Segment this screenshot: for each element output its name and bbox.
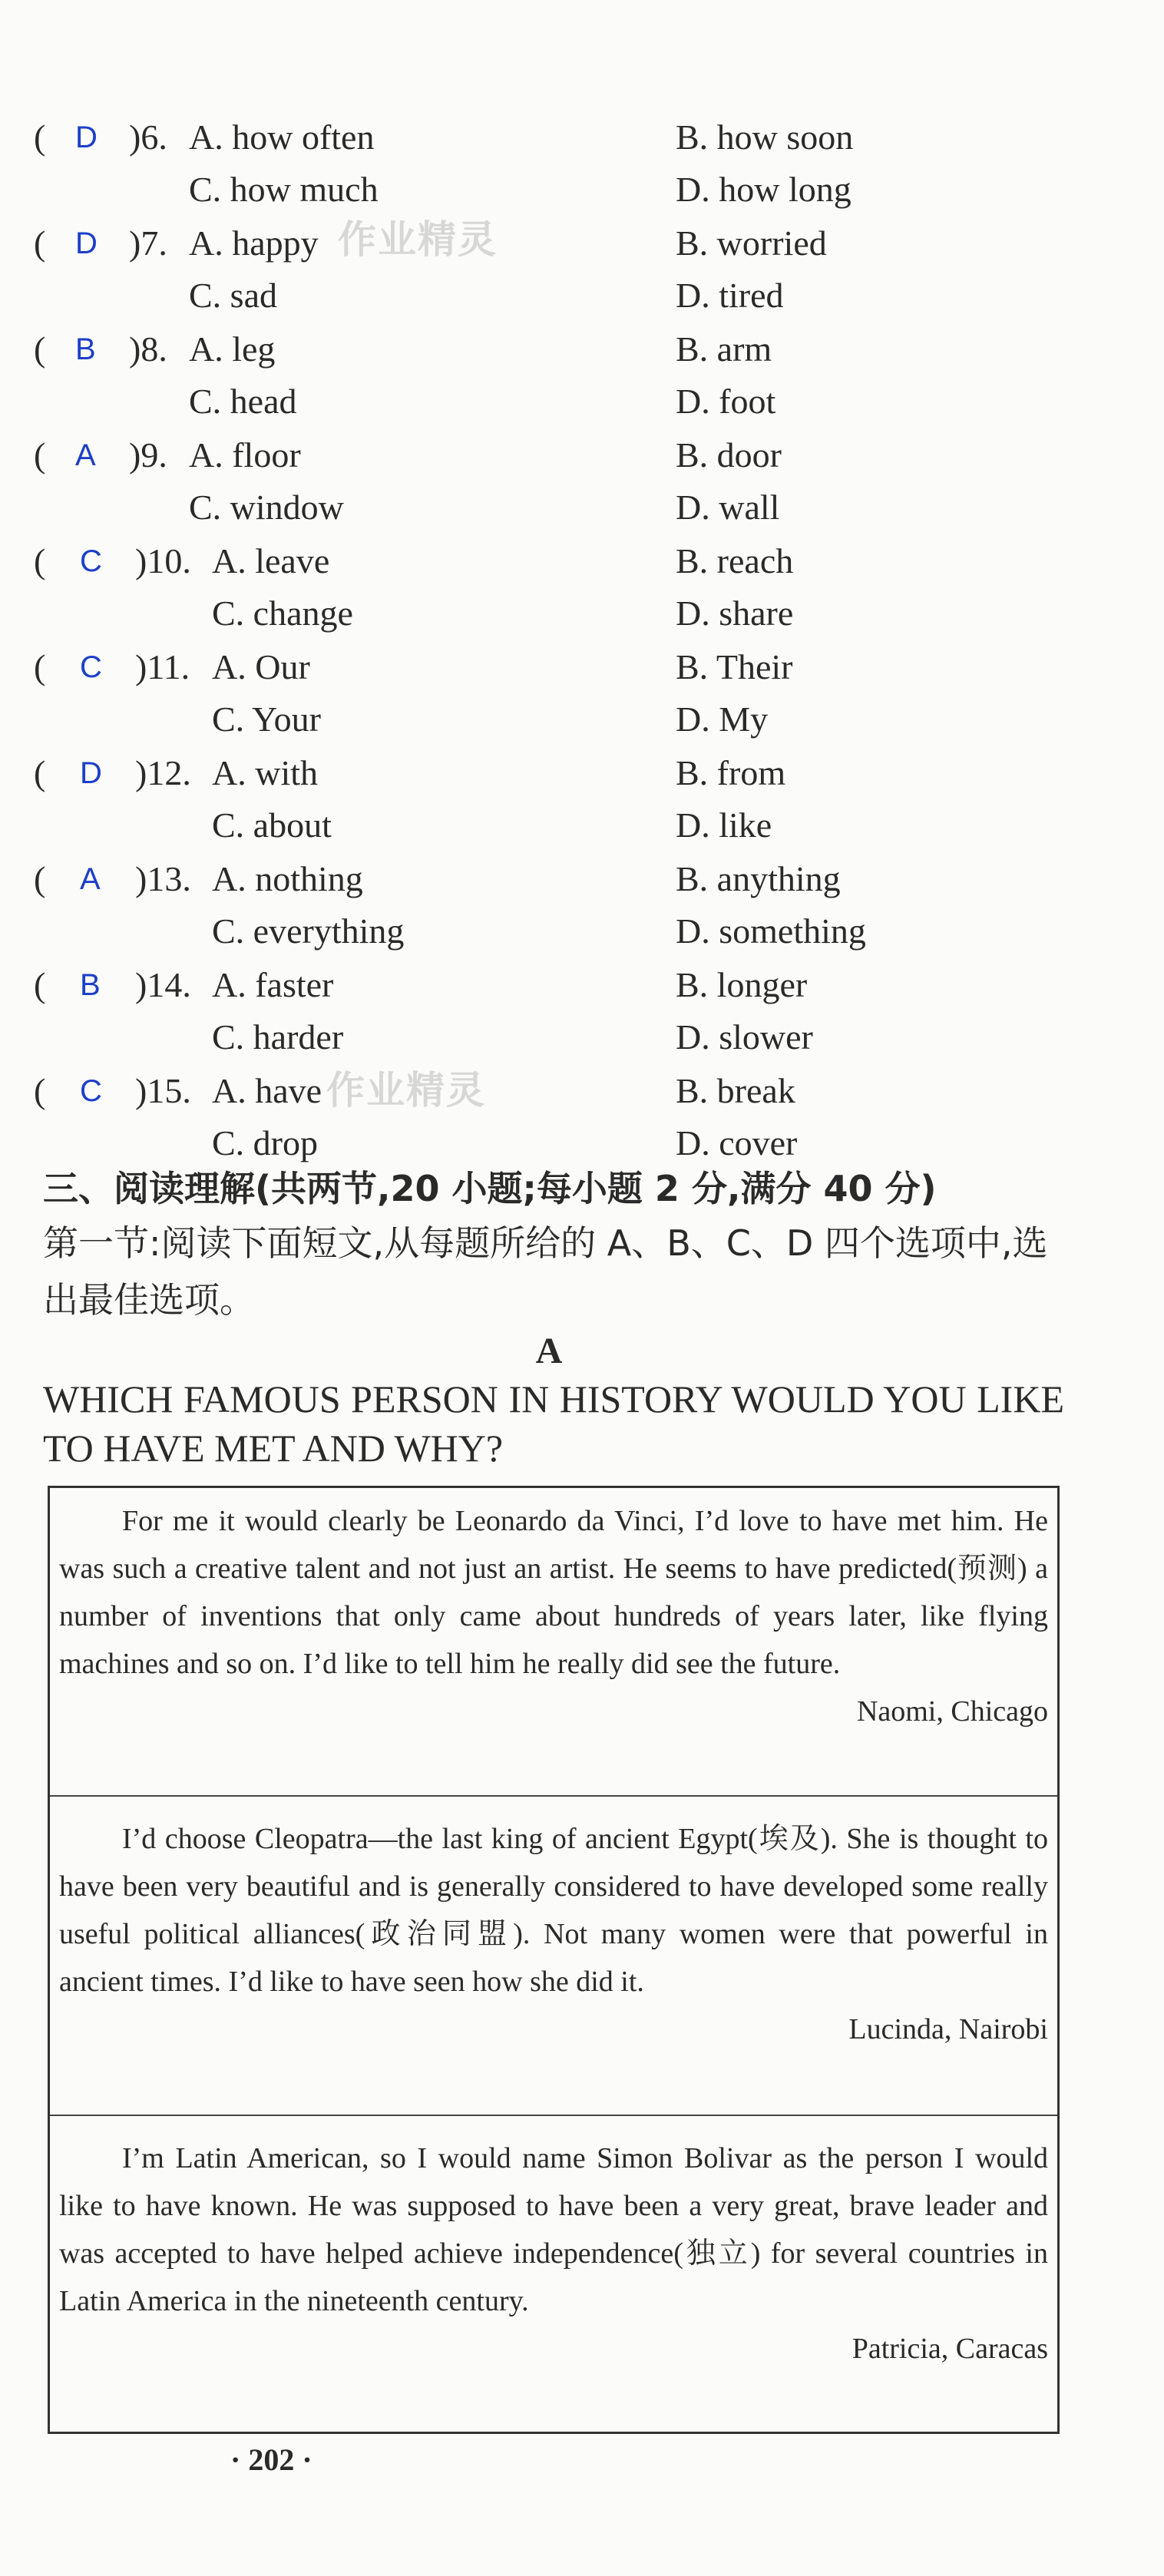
question-8: [0, 326, 1164, 433]
answer-letter: A: [80, 862, 101, 896]
option-a: A. nothing: [212, 859, 363, 898]
opinion-signature: Naomi, Chicago: [856, 1695, 1048, 1728]
question-9: [0, 432, 1164, 539]
option-b: B. anything: [676, 859, 841, 898]
answer-paren: (: [34, 541, 46, 580]
option-b: B. Their: [676, 647, 793, 686]
question-15: [0, 1067, 1164, 1175]
question-7: [0, 220, 1164, 327]
question-14: [0, 961, 1164, 1069]
question-11: [0, 643, 1164, 751]
answer-paren: (: [34, 647, 46, 686]
option-c: C. window: [189, 488, 344, 527]
question-10: [0, 537, 1164, 645]
option-c: C. harder: [212, 1017, 344, 1057]
option-d: D. cover: [676, 1123, 798, 1162]
question-number: )8.: [129, 329, 167, 369]
answer-letter: B: [75, 332, 96, 366]
question-number: )6.: [129, 117, 167, 157]
answer-paren: (: [34, 223, 46, 263]
option-c: C. about: [212, 805, 332, 845]
answer-letter: D: [80, 756, 102, 790]
option-d: D. something: [676, 911, 866, 951]
option-d: D. how long: [676, 170, 852, 209]
option-c: C. everything: [212, 911, 405, 951]
opinions-box: [48, 1486, 1060, 2434]
watermark: 作业精灵: [326, 1068, 486, 1113]
answer-letter: C: [80, 1074, 102, 1108]
option-d: D. slower: [676, 1017, 813, 1057]
answer-paren: (: [34, 435, 46, 475]
question-6: [0, 114, 1164, 221]
question-number: )11.: [135, 647, 190, 686]
option-c: C. Your: [212, 699, 321, 739]
opinion-entry: [50, 1795, 1057, 2115]
option-c: C. head: [189, 382, 297, 421]
question-number: )7.: [129, 223, 167, 263]
option-a: A. have: [212, 1071, 322, 1110]
opinion-text: For me it would clearly be Leonardo da Vinci, I’d love to have met him. He was such a creative talent and not just an artist. He seems to have predicted(预测) a number of inventions that only came about hundreds of years later, like flying machines and so on. I’d like to tell him he really did see the future.: [59, 1505, 1048, 1680]
option-c: C. change: [212, 594, 353, 633]
passage-letter: A: [535, 1331, 563, 1371]
answer-letter: D: [75, 121, 98, 154]
answer-letter: D: [75, 227, 98, 260]
answer-paren: (: [34, 117, 46, 157]
answer-paren: (: [34, 1071, 46, 1110]
watermark: 作业精灵: [338, 217, 498, 262]
option-d: D. wall: [676, 488, 780, 527]
question-number: )10.: [135, 541, 191, 580]
section-title: 三、阅读理解(共两节,20 小题;每小题 2 分,满分 40 分): [43, 1168, 937, 1209]
question-number: )14.: [135, 965, 191, 1004]
option-a: A. leg: [189, 329, 276, 369]
opinion-entry: [50, 1488, 1057, 1795]
option-b: B. how soon: [676, 117, 854, 157]
option-c: C. sad: [189, 276, 277, 315]
answer-paren: (: [34, 965, 46, 1004]
opinion-signature: Lucinda, Nairobi: [848, 2013, 1048, 2045]
question-number: )15.: [135, 1071, 191, 1110]
option-d: D. tired: [676, 276, 784, 315]
option-a: A. faster: [212, 965, 334, 1004]
answer-letter: C: [80, 650, 102, 684]
opinion-text: I’d choose Cleopatra—the last king of ancient Egypt(埃及). She is thought to have been very beautiful and is generally considered to have developed some really useful political alliances(政治同盟). Not many women were that powerful in ancient times. I’d like to have seen how she did it.: [59, 1823, 1048, 1998]
answer-paren: (: [34, 329, 46, 369]
option-d: D. share: [676, 594, 794, 633]
option-a: A. floor: [189, 435, 301, 475]
passage-title: WHICH FAMOUS PERSON IN HISTORY WOULD YOU LIKE TO HAVE MET AND WHY?: [43, 1377, 1064, 1470]
option-d: D. foot: [676, 382, 776, 421]
answer-letter: B: [80, 968, 101, 1002]
section-instruction: 第一节:阅读下面短文,从每题所给的 A、B、C、D 四个选项中,选出最佳选项。: [43, 1222, 1048, 1321]
option-b: B. door: [676, 435, 782, 475]
question-number: )12.: [135, 753, 191, 792]
opinion-signature: Patricia, Caracas: [852, 2333, 1048, 2365]
option-a: A. happy: [189, 223, 319, 263]
option-c: C. drop: [212, 1123, 318, 1162]
opinion-text: I’m Latin American, so I would name Simon Bolivar as the person I would like to have known. He was supposed to have been a very great, brave leader and was accepted to have helped achieve independence(独立) for several countries in Latin America in the nineteenth century.: [59, 2142, 1048, 2317]
option-b: B. longer: [676, 965, 808, 1004]
answer-paren: (: [34, 753, 46, 792]
option-b: B. worried: [676, 223, 827, 263]
question-13: [0, 855, 1164, 963]
option-a: A. Our: [212, 647, 310, 686]
page-number: · 202 ·: [230, 2442, 312, 2477]
option-b: B. arm: [676, 329, 772, 369]
option-a: A. how often: [189, 117, 375, 157]
option-b: B. from: [676, 753, 786, 792]
answer-letter: A: [75, 438, 96, 472]
option-c: C. how much: [189, 170, 379, 209]
option-d: D. like: [676, 805, 772, 845]
option-b: B. reach: [676, 541, 794, 580]
option-a: A. leave: [212, 541, 330, 580]
answer-letter: C: [80, 544, 102, 578]
option-d: D. My: [676, 699, 769, 739]
answer-paren: (: [34, 859, 46, 898]
opinion-entry: [50, 2115, 1057, 2432]
question-12: [0, 749, 1164, 857]
question-number: )9.: [129, 435, 167, 475]
option-b: B. break: [676, 1071, 795, 1110]
question-number: )13.: [135, 859, 191, 898]
option-a: A. with: [212, 753, 318, 792]
